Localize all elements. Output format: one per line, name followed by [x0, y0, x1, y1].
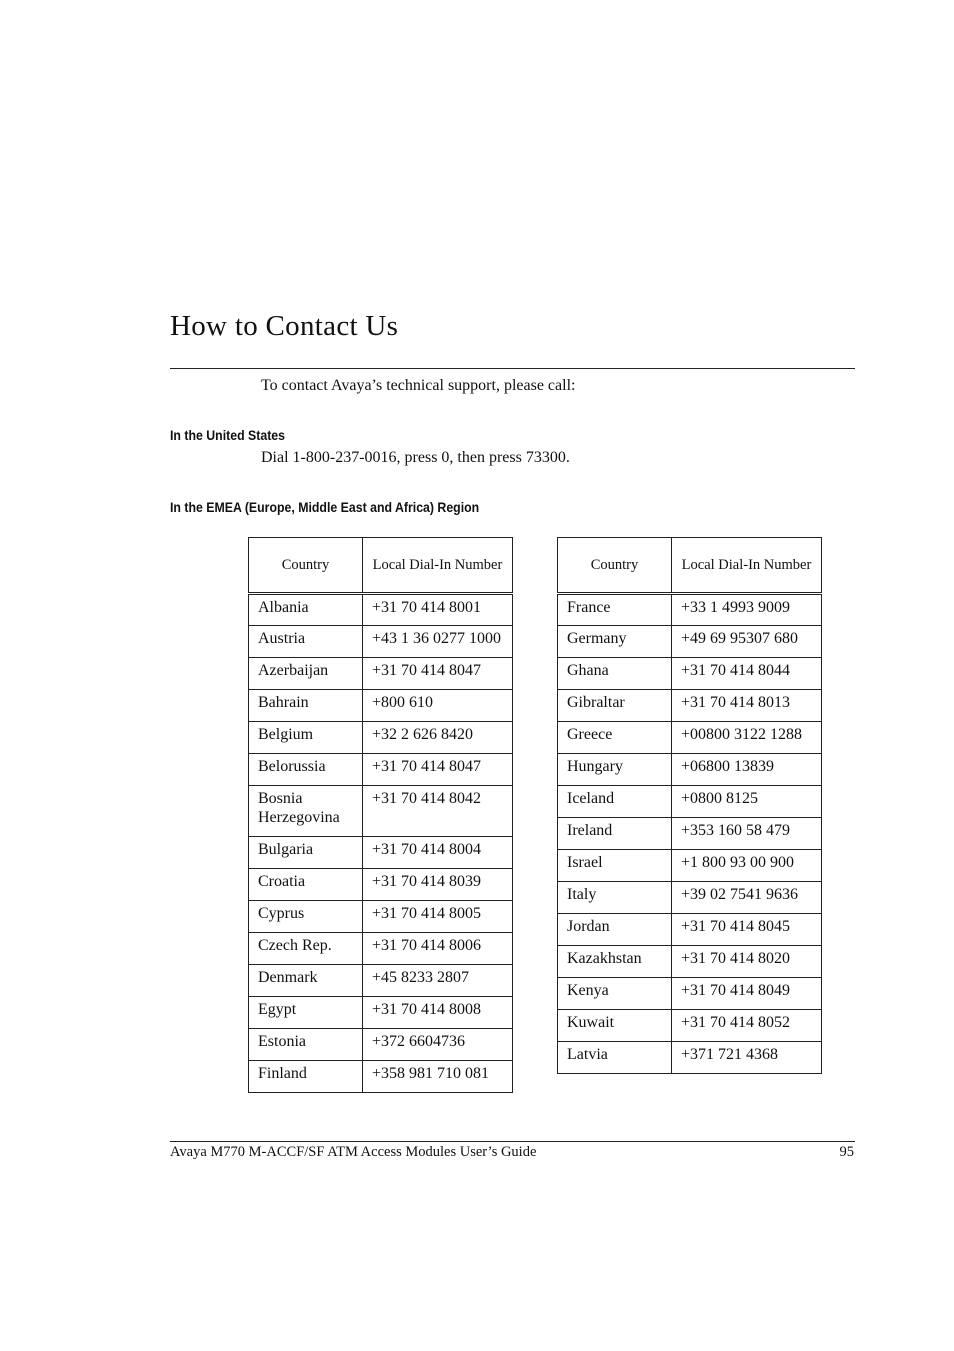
table-row [558, 1010, 822, 1042]
table-row [249, 754, 513, 786]
us-dial-instructions: Dial 1-800-237-0016, press 0, then press 73300. [261, 449, 570, 466]
table-row [249, 690, 513, 722]
dial-in-number-cell: +31 70 414 8039 [363, 869, 513, 901]
country-cell: Austria [249, 626, 363, 658]
emea-contacts-table-left [248, 537, 513, 1093]
country-cell: Gibraltar [558, 690, 672, 722]
table-row [249, 933, 513, 965]
dial-in-number-cell: +31 70 414 8004 [363, 837, 513, 869]
table-row [249, 1029, 513, 1061]
dial-in-number-cell: +31 70 414 8013 [672, 690, 822, 722]
footer-page-number: 95 [839, 1144, 854, 1160]
number-column-header: Local Dial-In Number [672, 538, 822, 594]
dial-in-number-cell: +31 70 414 8047 [363, 754, 513, 786]
dial-in-number-cell: +39 02 7541 9636 [672, 882, 822, 914]
country-cell: Kazakhstan [558, 946, 672, 978]
dial-in-number-cell: +49 69 95307 680 [672, 626, 822, 658]
country-cell: Kuwait [558, 1010, 672, 1042]
dial-in-number-cell: +31 70 414 8042 [363, 786, 513, 837]
dial-in-number-cell: +33 1 4993 9009 [672, 594, 822, 626]
country-column-header: Country [558, 538, 672, 594]
table-header-row [558, 538, 822, 594]
dial-in-number-cell: +31 70 414 8044 [672, 658, 822, 690]
table-row [249, 1061, 513, 1093]
table-row [558, 690, 822, 722]
table-row [558, 594, 822, 626]
dial-in-number-cell: +353 160 58 479 [672, 818, 822, 850]
dial-in-number-cell: +06800 13839 [672, 754, 822, 786]
number-column-header: Local Dial-In Number [363, 538, 513, 594]
table-row [558, 786, 822, 818]
dial-in-number-cell: +31 70 414 8049 [672, 978, 822, 1010]
table-row [249, 722, 513, 754]
emea-section-heading: In the EMEA (Europe, Middle East and Africa) Region [170, 499, 480, 515]
country-cell: Ghana [558, 658, 672, 690]
table-row [249, 869, 513, 901]
dial-in-number-cell: +31 70 414 8045 [672, 914, 822, 946]
country-cell: Finland [249, 1061, 363, 1093]
table-row [249, 837, 513, 869]
dial-in-number-cell: +371 721 4368 [672, 1042, 822, 1074]
country-cell: Jordan [558, 914, 672, 946]
country-cell: Iceland [558, 786, 672, 818]
table-row [558, 626, 822, 658]
country-column-header: Country [249, 538, 363, 594]
left-table-body [249, 594, 513, 1093]
dial-in-number-cell: +31 70 414 8006 [363, 933, 513, 965]
table-header-row [249, 538, 513, 594]
right-table-body [558, 594, 822, 1074]
dial-in-number-cell: +31 70 414 8052 [672, 1010, 822, 1042]
country-cell: Germany [558, 626, 672, 658]
country-cell: Egypt [249, 997, 363, 1029]
table-row [558, 818, 822, 850]
table-row [558, 722, 822, 754]
dial-in-number-cell: +31 70 414 8047 [363, 658, 513, 690]
dial-in-number-cell: +43 1 36 0277 1000 [363, 626, 513, 658]
country-cell: Cyprus [249, 901, 363, 933]
dial-in-number-cell: +31 70 414 8005 [363, 901, 513, 933]
table-row [249, 997, 513, 1029]
table-row [558, 946, 822, 978]
dial-in-number-cell: +31 70 414 8008 [363, 997, 513, 1029]
dial-in-number-cell: +800 610 [363, 690, 513, 722]
country-cell: Bulgaria [249, 837, 363, 869]
page-title: How to Contact Us [170, 310, 399, 342]
country-cell: Kenya [558, 978, 672, 1010]
country-cell: Israel [558, 850, 672, 882]
dial-in-number-cell: +0800 8125 [672, 786, 822, 818]
dial-in-number-cell: +372 6604736 [363, 1029, 513, 1061]
table-row [558, 754, 822, 786]
table-row [249, 658, 513, 690]
emea-contacts-table-right [557, 537, 822, 1074]
country-cell: Azerbaijan [249, 658, 363, 690]
country-cell: Denmark [249, 965, 363, 997]
dial-in-number-cell: +1 800 93 00 900 [672, 850, 822, 882]
country-cell: Belorussia [249, 754, 363, 786]
country-cell: France [558, 594, 672, 626]
country-cell: Bosnia Herzegovina [249, 786, 363, 837]
table-row [249, 965, 513, 997]
footer-doc-title: Avaya M770 M-ACCF/SF ATM Access Modules User’s Guide [170, 1144, 537, 1160]
footer-divider [170, 1141, 855, 1142]
dial-in-number-cell: +358 981 710 081 [363, 1061, 513, 1093]
country-cell: Croatia [249, 869, 363, 901]
table-row [558, 882, 822, 914]
table-row [249, 594, 513, 626]
table-row [558, 1042, 822, 1074]
table-row [249, 901, 513, 933]
dial-in-number-cell: +31 70 414 8020 [672, 946, 822, 978]
country-cell: Bahrain [249, 690, 363, 722]
country-cell: Hungary [558, 754, 672, 786]
us-section-heading: In the United States [170, 427, 286, 443]
table-row [558, 978, 822, 1010]
dial-in-number-cell: +32 2 626 8420 [363, 722, 513, 754]
country-cell: Belgium [249, 722, 363, 754]
table-row [558, 914, 822, 946]
dial-in-number-cell: +00800 3122 1288 [672, 722, 822, 754]
table-row [558, 850, 822, 882]
country-cell: Greece [558, 722, 672, 754]
title-divider [170, 368, 855, 369]
country-cell: Ireland [558, 818, 672, 850]
table-row [249, 626, 513, 658]
country-cell: Albania [249, 594, 363, 626]
country-cell: Czech Rep. [249, 933, 363, 965]
country-cell: Italy [558, 882, 672, 914]
dial-in-number-cell: +31 70 414 8001 [363, 594, 513, 626]
intro-text: To contact Avaya’s technical support, please call: [261, 377, 576, 394]
table-row [558, 658, 822, 690]
table-row [249, 786, 513, 837]
country-cell: Latvia [558, 1042, 672, 1074]
country-cell: Estonia [249, 1029, 363, 1061]
dial-in-number-cell: +45 8233 2807 [363, 965, 513, 997]
